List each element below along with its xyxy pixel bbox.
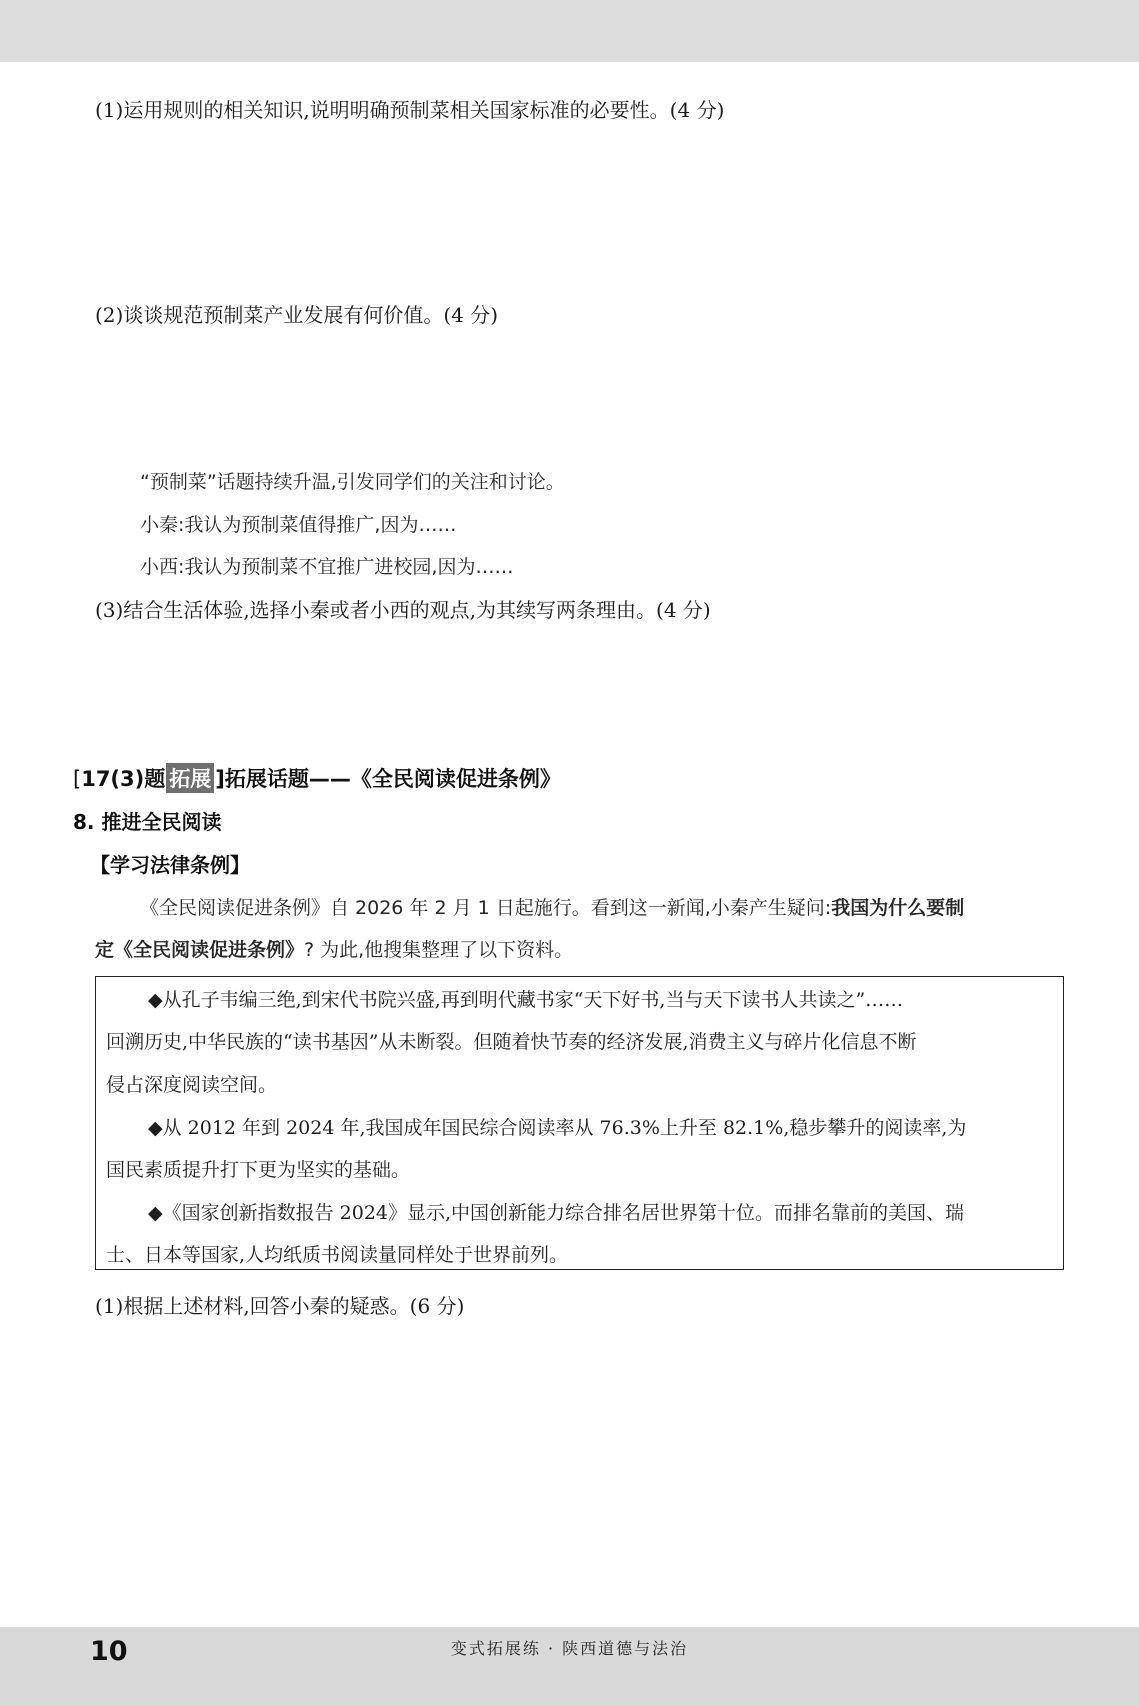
material-p2-line2: 国民素质提升打下更为坚实的基础。 — [106, 1159, 411, 1181]
intro-line-1 — [140, 893, 964, 920]
book-title: 变式拓展练 · 陕西道德与法治 — [450, 1639, 689, 1658]
xiaoxi-statement: 小西:我认为预制菜不宜推广进校园,因为…… — [140, 556, 514, 578]
section-label-prefix: 17(3)题 — [81, 767, 166, 791]
question-1-prompt: (1)运用规则的相关知识,说明明确预制菜相关国家标准的必要性。(4 分) — [95, 98, 725, 122]
material-p1-line2: 回溯历史,中华民族的“读书基因”从未断裂。但随着快节奏的经济发展,消费主义与碎片化信息不断 — [106, 1031, 917, 1053]
question-2-prompt: (2)谈谈规范预制菜产业发展有何价值。(4 分) — [95, 303, 499, 327]
material-p3-line2: 士、日本等国家,人均纸质书阅读量同样处于世界前列。 — [106, 1244, 569, 1266]
bracket-open: [ — [73, 767, 82, 791]
material-p1-line3: 侵占深度阅读空间。 — [106, 1074, 278, 1096]
material-p2-line1: ◆从 2012 年到 2024 年,我国成年国民综合阅读率从 76.3%上升至 82.1%,稳步攀升的阅读率,为 — [148, 1117, 967, 1139]
xiaoqin-statement: 小秦:我认为预制菜值得推广,因为…… — [140, 514, 457, 536]
material-p1-line1: ◆从孔子韦编三绝,到宋代书院兴盛,再到明代藏书家“天下好书,当与天下读书人共读之”…… — [148, 989, 904, 1011]
question-3-prompt: (3)结合生活体验,选择小秦或者小西的观点,为其续写两条理由。(4 分) — [95, 598, 711, 622]
intro-line-2-text: ? 为此,他搜集整理了以下资料。 — [304, 939, 574, 961]
top-margin-band — [0, 0, 1139, 62]
section-label — [73, 763, 561, 793]
intro-line-2-emphasis: 定《全民阅读促进条例》 — [95, 939, 305, 961]
material-box — [95, 976, 1064, 1270]
intro-line-2 — [95, 935, 573, 962]
intro-line-1-emphasis: 我国为什么要制 — [831, 897, 965, 919]
material-question-1: (1)根据上述材料,回答小秦的疑惑。(6 分) — [95, 1294, 465, 1318]
intro-line-1-text: 《全民阅读促进条例》自 2026 年 2 月 1 日起施行。看到这一新闻,小秦产生疑问: — [140, 897, 832, 919]
question-title: 8. 推进全民阅读 — [73, 810, 222, 834]
topic-intro: “预制菜”话题持续升温,引发同学们的关注和讨论。 — [140, 471, 565, 493]
page-number: 10 — [90, 1636, 128, 1667]
material-p3-line1: ◆《国家创新指数报告 2024》显示,中国创新能力综合排名居世界第十位。而排名靠前的美国、瑞 — [148, 1202, 965, 1224]
section-label-suffix: ]拓展话题——《全民阅读促进条例》 — [215, 767, 561, 791]
subheading: 【学习法律条例】 — [90, 853, 250, 877]
extension-tag: 拓展 — [166, 763, 214, 793]
